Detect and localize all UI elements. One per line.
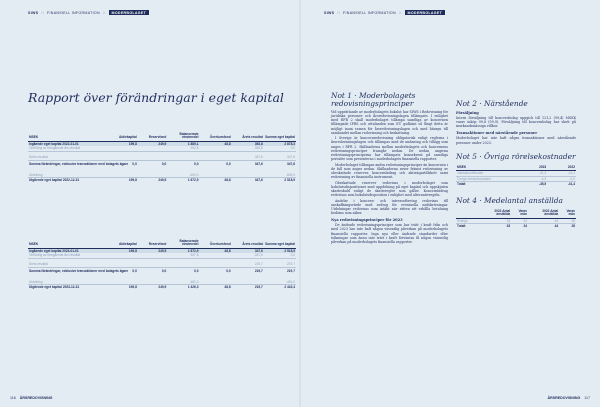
row-label: Omföring av föregående års resultat <box>28 146 108 151</box>
cell-value: 2 878,3 <box>264 141 296 146</box>
cell-value: 347,6 <box>167 253 199 258</box>
table-header-row <box>28 240 296 248</box>
column-header: MSEK <box>456 166 518 171</box>
cell-value: 219,7 <box>287 269 295 274</box>
cell-value: -392,8 <box>232 146 264 151</box>
column-header: 2023 <box>518 166 547 171</box>
cell-value: 347,6 <box>254 178 263 183</box>
cell-value: 1 889,1 <box>167 141 199 146</box>
running-header <box>324 10 445 15</box>
row-label: Utgående eget kapital 2023-12-31 <box>29 285 80 290</box>
note-5-table <box>456 166 576 187</box>
row-label: Ingående eget kapital 2022-01-01 <box>28 141 108 146</box>
cell-value: 0,0 <box>161 162 167 167</box>
note-2-heading: Not 2 · Närstående <box>456 99 528 108</box>
row-label: Summa förändringar, exklusive transaktioner med bolagets ägare <box>29 162 129 167</box>
cell-value: 24 <box>511 218 528 224</box>
row-label: Totalt <box>457 224 466 229</box>
row-label: Årets resultat <box>28 155 108 160</box>
note-1-paragraph: Vid upprättande av moderbolagets bokslut har SIWS i Redovisning för juridiska personer och Årsredovisningslagen tillämpats. I enlighet med RFR 2 skall moderbolaget tillämpa samtliga av koncernen tillämpade IFRS och uttalanden som EU godkänt så långt detta är möjligt inom ramen för årsredovisningslagen och med hänsyn till sambandet mellan redovisning och beskattning. <box>331 110 448 135</box>
cell-value: 249,9 <box>158 178 167 183</box>
cell-value: -481,0 <box>167 280 199 285</box>
cell-value: 219,7 <box>254 285 263 290</box>
table-row <box>28 267 296 277</box>
footer-label: ÅRSREDOVISNING <box>19 396 53 400</box>
cell-value: 249,9 <box>158 285 167 290</box>
cell-value: -609,0 <box>264 173 296 178</box>
note-1-sub-paragraph: De ändrade redovisningsprinciper som har trätt i kraft från och med 2023 har inte haft någon väsentlig påverkan på moderbolagets finansiella rapporter. Inga nya eller ändrade standarder eller tolkningar som ännu inte trätt i kraft förväntas få någon väsentlig påverkan på moderbolagets finansiella rapporter. <box>331 223 448 244</box>
page-title: Rapport över förändringar i eget kapital <box>28 90 284 105</box>
cell-value: 199,8 <box>128 178 137 183</box>
cell-value: 199,8 <box>128 285 137 290</box>
running-header <box>28 10 149 15</box>
header-brand: SIWS <box>28 10 39 15</box>
cell-value: 0,0 <box>226 162 231 167</box>
cell-value: 0,0 <box>264 253 296 258</box>
cell-value: 44 <box>528 218 559 224</box>
cell-value: 0,0 <box>194 269 199 274</box>
note-1-paragraph: I Sverige är koncernredovisning obligatorisk enligt reglerna i årsredovisningslagen och tillämpas med de undantag och tillägg som anges i RFR 2. Skillnaderna mellan moderbolagets och koncernens redovisningsprinciper framgår nedan. De nedan angivna redovisningsprinciperna har tillämpats konsekvent på samtliga perioder som presenteras i moderbolagets finansiella rapporter. <box>331 136 448 162</box>
cell-value: 0,0 <box>132 162 137 167</box>
table-header-row <box>28 133 296 141</box>
note-2-paragraph-sales: Intern försäljning till koncernbolag uppgick till 121,2 (99,4) MSEK varav inköp 99,8 (99,9). Försäljning till koncernbolag har skett på marknadsmässiga villkor. <box>456 116 576 129</box>
row-label: Valutakursförluster <box>456 171 518 177</box>
column-header: Överkursfond <box>199 240 231 248</box>
table-row <box>28 160 296 170</box>
cell-value: 347,6 <box>287 162 295 167</box>
cell-value: 219,7 <box>264 262 296 267</box>
page-number: 117 <box>584 396 590 400</box>
cell-value: 347,6 <box>264 155 296 160</box>
column-header: Reservfond <box>138 133 167 141</box>
cell-value: 2 518,9 <box>284 178 295 183</box>
cell-value: 249,9 <box>138 248 167 253</box>
cell-value: 48,8 <box>199 141 231 146</box>
cell-value: -41,3 <box>518 171 547 177</box>
cell-value: 199,8 <box>108 141 137 146</box>
cell-value: -481,0 <box>264 280 296 285</box>
cell-value: 392,8 <box>232 141 264 146</box>
header-separator: // <box>41 10 44 15</box>
cell-value: 28 <box>571 224 575 229</box>
note-2-sub-sales: Försäljning <box>456 111 479 115</box>
note-1-paragraph: Moderbolaget tillämpar andra redovisningsprinciper än koncernen i de fall som anges nedan. Skillnaderna avser främst redovisning av obeskattade reserver, koncernbidrag och aktieägartillskott samt redovisning av finansiella instrument. <box>331 162 448 180</box>
cell-value: 1 672,9 <box>167 248 199 253</box>
column-header: MSEK <box>28 240 108 248</box>
footer <box>10 396 52 400</box>
header-separator: // <box>337 10 340 15</box>
cell-value: 33 <box>506 224 511 229</box>
column-header: 2022 <box>547 166 576 171</box>
cell-value: 33 <box>485 218 511 224</box>
cell-value: 2 518,9 <box>264 248 296 253</box>
cell-value: -4,2 <box>518 176 547 182</box>
column-header: Summa eget kapital <box>264 240 296 248</box>
note-2-paragraph-related: Moderbolaget har inte haft några transaktioner med närstående personer under 2023. <box>456 136 576 145</box>
header-separator: // <box>398 10 402 15</box>
cell-value: 28 <box>559 218 576 224</box>
cell-value: 1 672,9 <box>187 178 199 183</box>
cell-value: -609,0 <box>167 173 199 178</box>
row-label: Omföring av föregående års resultat <box>28 253 108 258</box>
header-section: FINANSIELL INFORMATION <box>47 10 100 15</box>
column-header: Reservfond <box>138 240 167 248</box>
column-header: 2022 Antal anställda <box>528 210 559 218</box>
header-brand: SIWS <box>324 10 335 15</box>
cell-value: -0,0 <box>547 176 576 182</box>
cell-value: 249,9 <box>138 141 167 146</box>
cell-value: 24 <box>523 224 527 229</box>
column-header: Överkursfond <box>199 133 231 141</box>
column-header: Balanserade vinstmedel <box>167 133 199 141</box>
cell-value: 1 426,3 <box>187 285 199 290</box>
cell-value: 347,6 <box>232 155 264 160</box>
note-2 <box>456 100 576 145</box>
cell-value: 0,0 <box>264 146 296 151</box>
note-4-table <box>456 210 576 229</box>
row-label: Utgående eget kapital 2022-12-31 <box>29 178 80 183</box>
table-row <box>456 224 576 229</box>
cell-value: -347,6 <box>232 253 264 258</box>
cell-value: 0,0 <box>132 269 137 274</box>
header-separator: // <box>102 10 106 15</box>
cell-value: 347,6 <box>254 162 263 167</box>
cell-value: 44 <box>554 224 559 229</box>
column-header: Aktiekapital <box>108 133 137 141</box>
note-4-heading: Not 4 · Medelantal anställda <box>456 195 563 205</box>
note-4 <box>456 197 576 229</box>
note-1-paragraph: Andelar i koncern- och intresseföretag redovisas till anskaffningsvärde med avdrag för eventuella nedskrivningar. Utdelningar redovisas som intäkt när rätten att erhålla betalning bedöms som säker. <box>331 198 448 216</box>
header-section: FINANSIELL INFORMATION <box>343 10 396 15</box>
header-tag: MODERBOLAGET <box>109 10 150 15</box>
note-1-subheading: Nya redovisningsprinciper för 2023 <box>331 218 403 223</box>
column-header: Varav män <box>511 210 528 218</box>
cell-value: 48,8 <box>224 178 231 183</box>
cell-value: 219,7 <box>232 262 264 267</box>
cell-value: 199,8 <box>108 248 137 253</box>
cell-value: 0,0 <box>161 269 167 274</box>
column-header: Årets resultat <box>232 133 264 141</box>
equity-table-2023 <box>28 240 296 290</box>
note-1-heading: Not 1 · Moderbolagets redovisningsprinciper <box>331 91 416 108</box>
cell-value: 48,8 <box>224 285 231 290</box>
row-label: Sverige <box>456 218 485 224</box>
cell-value: 0,0 <box>226 269 231 274</box>
table-header-row <box>456 210 576 218</box>
notes-column-right <box>456 100 576 229</box>
column-header: Balanserade vinstmedel <box>167 240 199 248</box>
note-2-sub-related: Transaktioner med närstående personer <box>456 131 538 136</box>
column-header: Årets resultat <box>232 240 264 248</box>
column-header: MSEK <box>28 133 108 141</box>
equity-table-2022 <box>28 133 296 183</box>
row-label: Totalt <box>457 182 466 187</box>
note-1 <box>331 92 448 245</box>
row-label: Årets resultat <box>28 262 108 267</box>
cell-value: -41,4 <box>567 182 575 187</box>
row-label: Summa förändringar, exklusive transaktioner med bolagets ägare <box>29 269 129 274</box>
row-label: Utdelning <box>28 280 108 285</box>
footer-label: ÅRSREDOVISNING <box>547 396 581 400</box>
cell-value: 0,0 <box>194 162 199 167</box>
cell-value: 392,8 <box>167 146 199 151</box>
column-header <box>456 210 485 218</box>
header-tag: MODERBOLAGET <box>405 10 446 15</box>
cell-value: -45,5 <box>538 182 547 187</box>
table-row <box>28 285 296 290</box>
page-number: 116 <box>10 396 16 400</box>
cell-value: -41,4 <box>547 171 576 177</box>
column-header: Varav män <box>559 210 576 218</box>
row-label: Utdelning <box>28 173 108 178</box>
column-header: Summa eget kapital <box>264 133 296 141</box>
cell-value: 2 442,4 <box>284 285 295 290</box>
table-row <box>28 178 296 183</box>
note-1-body <box>331 110 448 215</box>
table-row <box>456 182 576 187</box>
note-5-heading: Not 5 · Övriga rörelsekostnader <box>456 151 576 161</box>
footer <box>548 396 590 400</box>
cell-value: 219,7 <box>254 269 263 274</box>
right-page <box>300 0 600 407</box>
note-1-paragraph: Obeskattade reserver redovisas i moderbolaget som bokslutsdispositioner med uppdelning på eget kapital och uppskjuten skatteskuld enligt de skatteregler som gäller. Koncernbidrag redovisas som bokslutsdisposition i enlighet med alternativregeln. <box>331 180 448 198</box>
column-header: Aktiekapital <box>108 240 137 248</box>
row-label: Ingående eget kapital 2023-01-01 <box>28 248 108 253</box>
row-label: Övriga rörelsekostnader <box>456 176 518 182</box>
column-header: 2023 Antal anställda <box>485 210 511 218</box>
note-5 <box>456 153 576 187</box>
cell-value: 347,6 <box>232 248 264 253</box>
cell-value: 48,8 <box>199 248 231 253</box>
